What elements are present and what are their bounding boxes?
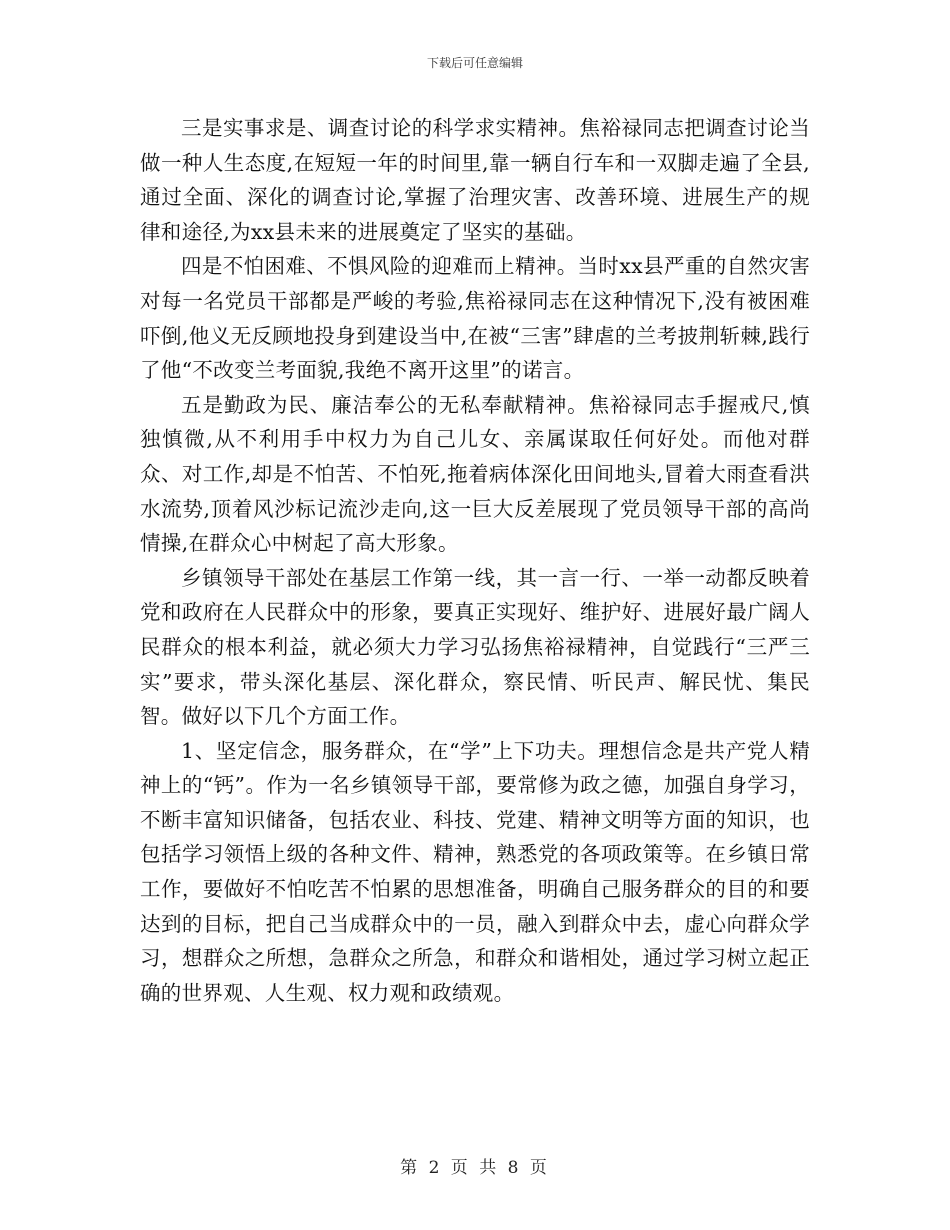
paragraph: 1、坚定信念，服务群众，在“学”上下功夫。理想信念是共产党人精神上的“钙”。作为一名乡镇领导干部，要常修为政之德，加强自身学习，不断丰富知识储备，包括农业、科技、党建、精神文明等方面的知识，也包括学习领悟上级的各种文件、精神，熟悉党的各项政策等。在乡镇日常工作，要做好不怕吃苦不怕累的思想准备，明确自己服务群众的目的和要达到的目标，把自己当成群众中的一员，融入到群众中去，虚心向群众学习，想群众之所想，急群众之所急，和群众和谐相处，通过学习树立起正确的世界观、人生观、权力观和政绩观。 [140,738,810,1005]
paragraph: 四是不怕困难、不惧风险的迎难而上精神。当时xx县严重的自然灾害对每一名党员干部都是严峻的考验,焦裕禄同志在这种情况下,没有被困难吓倒,他义无反顾地投身到建设当中,在被“三害”肆虐的兰考披荆斩棘,践行了他“不改变兰考面貌,我绝不离开这里”的诺言。 [140,254,810,383]
document-body [140,111,810,1010]
page-header: 下载后可任意编辑 [426,56,523,70]
paragraph: 乡镇领导干部处在基层工作第一线，其一言一行、一举一动都反映着党和政府在人民群众中的形象，要真正实现好、维护好、进展好最广阔人民群众的根本利益，就必须大力学习弘扬焦裕禄精神，自觉践行“三严三实”要求，带头深化基层、深化群众，察民情、听民声、解民忧、集民智。做好以下几个方面工作。 [140,565,810,729]
paragraph: 五是勤政为民、廉洁奉公的无私奉献精神。焦裕禄同志手握戒尺,慎独慎微,从不利用手中权力为自己儿女、亲属谋取任何好处。而他对群众、对工作,却是不怕苦、不怕死,拖着病体深化田间地头,冒着大雨查看洪水流势,顶着风沙标记流沙走向,这一巨大反差展现了党员领导干部的高尚情操,在群众心中树起了高大形象。 [140,392,810,556]
page-number-footer: 第 2 页 共 8 页 [400,1158,550,1178]
paragraph: 三是实事求是、调查讨论的科学求实精神。焦裕禄同志把调查讨论当做一种人生态度,在短短一年的时间里,靠一辆自行车和一双脚走遍了全县,通过全面、深化的调查讨论,掌握了治理灾害、改善环境、进展生产的规律和途径,为xx县未来的进展奠定了坚实的基础。 [140,116,810,244]
